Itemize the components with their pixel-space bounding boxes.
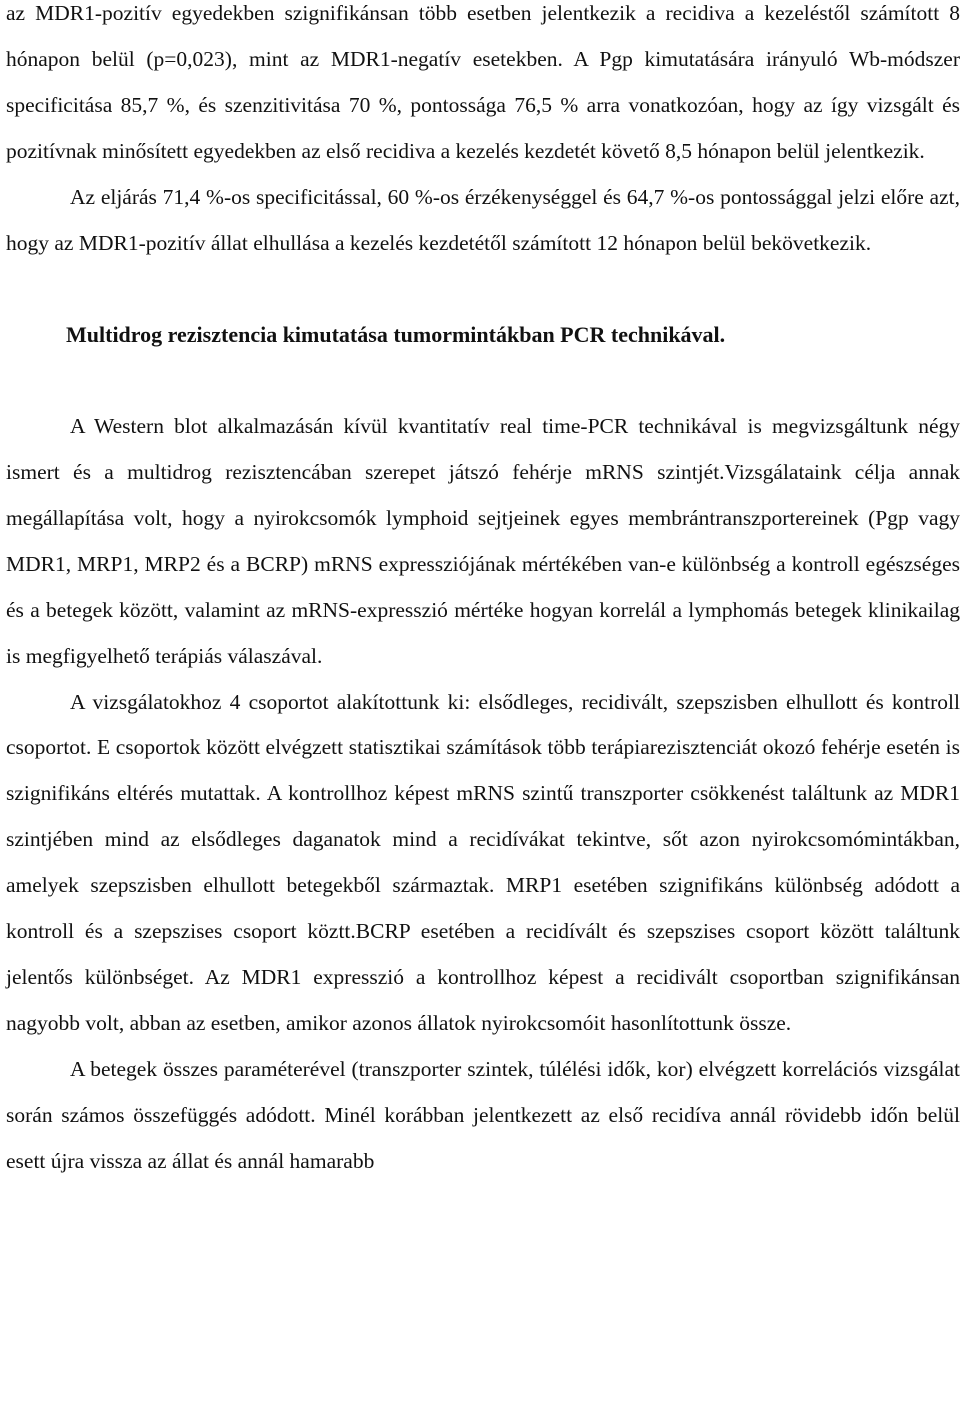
blank-line (6, 358, 960, 404)
section-heading: Multidrog rezisztencia kimutatása tumormintákban PCR technikával. (66, 322, 726, 348)
paragraph-western-blot-pcr: A Western blot alkalmazásán kívül kvantitatív real time-PCR technikával is megvizsgáltunk négy ismert és a multidrog rezisztencában szerepet játszó fehérje mRNS szintjét.Vizsgálataink célja annak megállapítása volt, hogy a nyirokcsomók lymphoid sejtjeinek egyes membrántranszportereinek (Pgp vagy MDR1, MRP1, MRP2 és a BCRP) mRNS expressziójának mértékében van-e különbség a kontroll egészséges és a betegek között, valamint az mRNS-expresszió mértéke hogyan korrelál a lymphomás betegek klinikailag is megfigyelhető terápiás válaszával. (6, 414, 960, 668)
document-page (6, 0, 960, 1185)
paragraph-prediction-accuracy: Az eljárás 71,4 %-os specificitással, 60 %-os érzékenységgel és 64,7 %-os pontossággal jelzi előre azt, hogy az MDR1-pozitív állat elhullása a kezelés kezdetétől számított 12 hónapon belül bekövetkezik. (6, 184, 960, 255)
blank-line (6, 266, 960, 312)
paragraph-correlation: A betegek összes paraméterével (transzporter szintek, túlélési idők, kor) elvégzett korrelációs vizsgálat során számos összefüggés adódott. Minél korábban jelentkezett az első recidíva annál rövidebb időn belül esett újra vissza az állat és annál hamarabb (6, 1056, 960, 1173)
paragraph-recidiva-stats: az MDR1-pozitív egyedekben szignifikánsan több esetben jelentkezik a recidiva a kezeléstől számított 8 hónapon belül (p=0,023), mint az MDR1-negatív esetekben. A Pgp kimutatására irányuló Wb-módszer specificitása 85,7 %, és szenzitivitása 70 %, pontossága 76,5 % arra vonatkozóan, hogy az így vizsgált és pozitívnak minősített egyedekben az első recidiva a kezelés kezdetét követő 8,5 hónapon belül jelentkezik. (6, 1, 960, 163)
paragraph-study-groups: A vizsgálatokhoz 4 csoportot alakítottunk ki: elsődleges, recidivált, szepszisben elhullott és kontroll csoportot. E csoportok között elvégzett statisztikai számítások több terápiarezisztenciát okozó fehérje esetén is szignifikáns eltérés mutattak. A kontrollhoz képest mRNS szintű transzporter csökkenést találtunk az MDR1 szintjében mind az elsődleges daganatok mind a recidívákat tekintve, sőt azon nyirokcsomómintákban, amelyek szepszisben elhullott betegekből származtak. MRP1 esetében szignifikáns különbség adódott a kontroll és a szepszises csoport köztt.BCRP esetében a recidívált és szepszises csoport között találtunk jelentős különbséget. Az MDR1 expresszió a kontrollhoz képest a recidivált csoportban szignifikánsan nagyobb volt, abban az esetben, amikor azonos állatok nyirokcsomóit hasonlítottunk össze. (6, 689, 960, 1035)
